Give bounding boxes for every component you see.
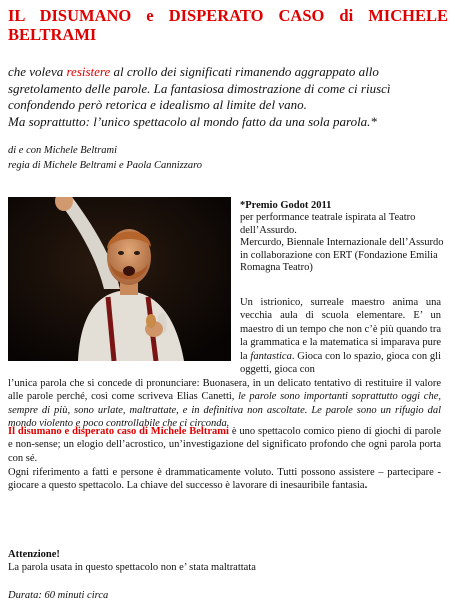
intro-tagline [8, 64, 448, 130]
attention-text: La parola usata in questo spettacolo non e’ stata maltrattata [8, 562, 256, 573]
description-paragraph-bottom [8, 377, 441, 431]
page-title: IL DISUMANO e DISPERATO CASO di MICHELE BELTRAMI [8, 6, 448, 44]
credits-author: di e con Michele Beltrami [8, 145, 118, 156]
performer-photo [8, 197, 231, 361]
performer-illustration [8, 197, 231, 361]
award-title: *Premio Godot 2011 [240, 200, 332, 211]
award-block [240, 200, 445, 274]
description-italic-word: fantastica [250, 350, 292, 362]
duration: Durata: 60 minuti circa [8, 590, 109, 601]
canetti-quote: le parole sono importanti soprattutto oggi che, sempre di più, sono urlate, maltrattate, e in definitiva non ascoltate. Le parole sono un rifugio dal mondo violento e poco controllabile che ci circonda. [8, 391, 441, 430]
intro-text-after: al crollo dei significati rimanendo aggrappato allo sgretolamento delle parole. La fantasiosa dimostrazione di come ci riuscì confondendo però retorica e idealismo al limite del vano. [8, 64, 391, 112]
audience-text: Ogni riferimento a fatti e persone è drammaticamente voluto. Tutti possono assistere – partecipare - giocare a questo spettacolo. La chiave del successo è lavorare di inesauribile fantasia [8, 467, 441, 492]
intro-highlight: resistere [66, 64, 111, 79]
description-continued-text: l’unica parola che si concede di pronunciare: Buonasera, in un delicato tentativo di restituire il valore alle parole perché, così come scriveva Elias Canetti, [8, 378, 441, 403]
show-title-highlight: Il disumano e disperato caso di Michele Beltrami [8, 426, 229, 437]
award-description: per performance teatrale ispirata al Teatro dell’Assurdo. [240, 212, 416, 236]
show-summary-paragraph [8, 425, 441, 465]
attention-block [8, 548, 441, 574]
description-paragraph-top [240, 296, 441, 376]
attention-heading: Attenzione! [8, 549, 60, 560]
credits [8, 143, 448, 173]
description-text: Un istrionico, surreale maestro anima una vecchia aula di scuola elementare. E’ un maestro di un tempo che non c’è più quando tra la grammatica e la matematica si imparava pure la [240, 297, 441, 362]
audience-text-end: . [364, 480, 368, 492]
description-text-end: . Gioca con lo spazio, gioca con gli oggetti, gioca con [240, 350, 441, 376]
intro-text-before: che voleva [8, 64, 67, 79]
credits-direction: regia di Michele Beltrami e Paola Cannizzaro [8, 160, 203, 171]
intro-line-2: Ma soprattutto: l’unico spettacolo al mondo fatto da una sola parola.* [8, 113, 377, 129]
show-summary-text: è uno spettacolo comico pieno di giochi di parole e non-sense; un elogio dell’acrostico, un’investigazione del significato profondo che ogni parola porta con sé. [8, 426, 441, 464]
award-organizer: Mercurdo, Biennale Internazionale dell’Assurdo in collaborazione con ERT (Fondazione Emilia Romagna Teatro) [240, 237, 444, 274]
audience-paragraph [8, 466, 441, 493]
